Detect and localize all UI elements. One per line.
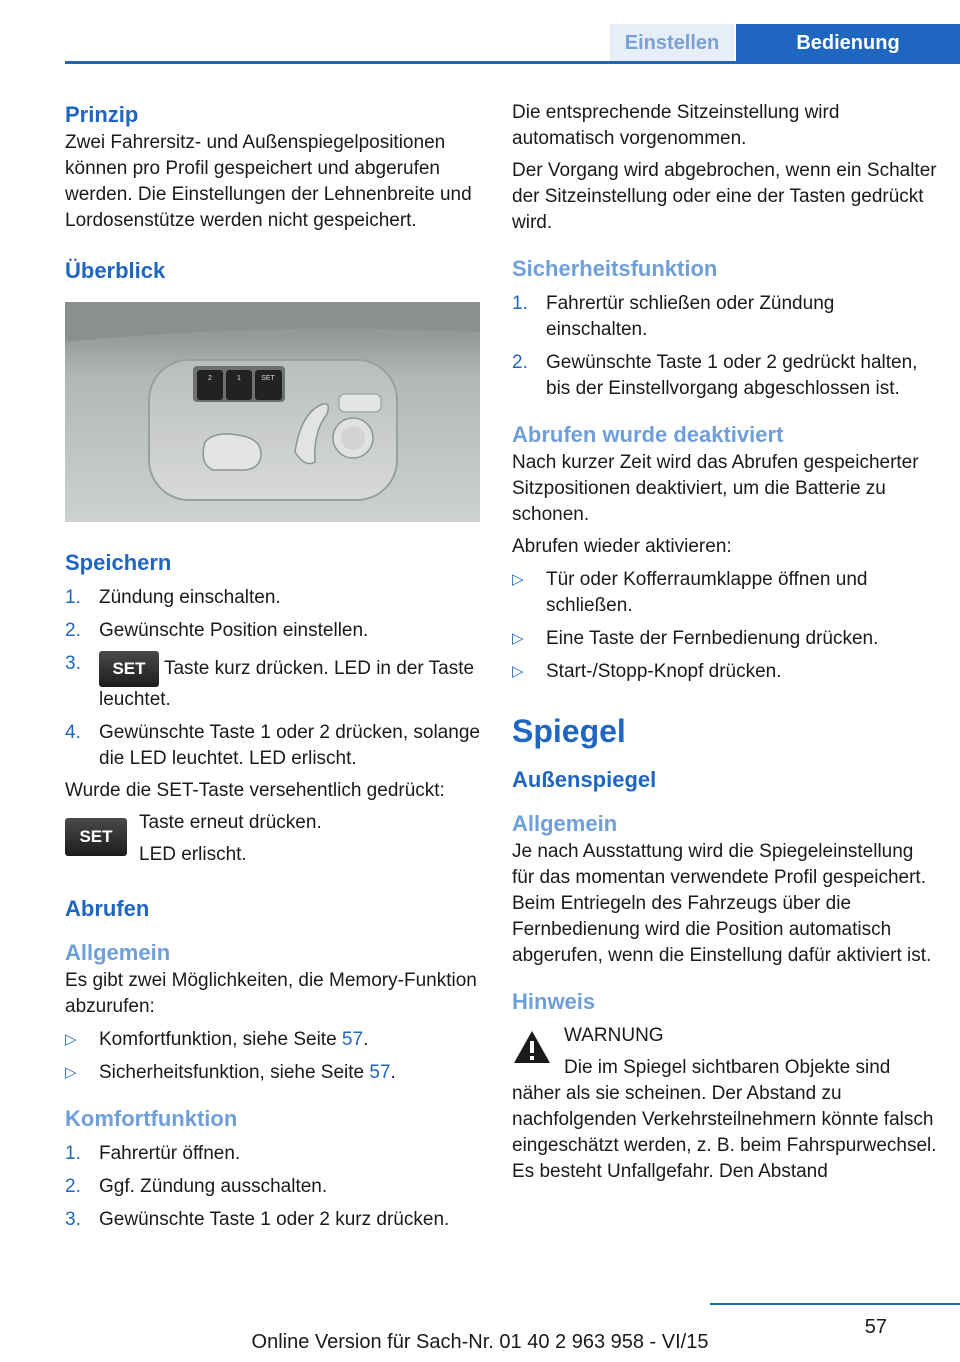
- seat-controls-photo: [65, 302, 480, 522]
- deaktiviert-text: Nach kurzer Zeit wird das Abrufen gespeicherter Sitzpositionen deaktiviert, um die Batterie zu schonen.: [512, 452, 919, 525]
- sicherheit-heading: Sicherheitsfunktion: [512, 256, 718, 281]
- aussenspiegel-heading: Außenspiegel: [512, 767, 657, 792]
- speichern-heading: Speichern: [65, 550, 172, 575]
- warning-block: [512, 1023, 937, 1081]
- komfort-heading: Komfortfunktion: [65, 1106, 238, 1131]
- header-tabs: [610, 24, 960, 62]
- set-button-icon: SET: [99, 651, 159, 687]
- deaktiviert-heading: Abrufen wurde deaktiviert: [512, 422, 784, 447]
- wieder-text: Abrufen wieder aktivieren:: [512, 536, 732, 557]
- page-link[interactable]: 57: [341, 1029, 364, 1050]
- allgemein-text: Es gibt zwei Möglichkeiten, die Memory-Funktion abzurufen:: [65, 970, 477, 1017]
- right-column: [512, 100, 937, 1185]
- komfort-list: [65, 1141, 485, 1233]
- footer-rule: [710, 1303, 960, 1305]
- spiegel-heading: Spiegel: [512, 713, 626, 749]
- warnung-label: WARNUNG: [564, 1025, 664, 1046]
- tab-bedienung[interactable]: Bedienung: [736, 24, 960, 62]
- list-item: 3. SET Taste kurz drücken. LED in der Taste leuchtet.: [65, 653, 475, 710]
- prinzip-heading: Prinzip: [65, 102, 139, 127]
- footer-text: Online Version für Sach-Nr. 01 40 2 963 958 - VI/15: [251, 1331, 709, 1353]
- list-item: ▷ Eine Taste der Fernbedienung drücken.: [512, 628, 879, 649]
- erneut-text: Taste erneut drücken.: [139, 812, 322, 833]
- list-item: ▷ Start-/Stopp-Knopf drücken.: [512, 661, 782, 682]
- allgemein-heading: Allgemein: [65, 940, 171, 965]
- sicherheit-list: [512, 291, 937, 402]
- set-button-icon-large: SET: [65, 818, 127, 856]
- list-item: 1. Fahrertür schließen oder Zündung einschalten.: [512, 293, 835, 340]
- ueberblick-heading: Überblick: [65, 258, 166, 283]
- list-item: ▷ Tür oder Kofferraumklappe öffnen und schließen.: [512, 569, 868, 616]
- aktiv-bullets: [512, 567, 937, 685]
- abbruch-text: Der Vorgang wird abgebrochen, wenn ein Schalter der Sitzeinstellung oder eine der Tasten gedrückt wird.: [512, 160, 937, 233]
- list-item: 2. Gewünschte Taste 1 oder 2 gedrückt halten, bis der Einstellvorgang abgeschlossen ist.: [512, 352, 918, 399]
- list-item: 1. Fahrertür öffnen.: [65, 1143, 241, 1164]
- left-column: [65, 100, 485, 1233]
- list-item: ▷ Sicherheitsfunktion, siehe Seite 57.: [65, 1062, 396, 1083]
- spiegel-allgemein-text: Je nach Ausstattung wird die Spiegeleinstellung für das momentan verwendete Profil gespeichert. Beim Entriegeln des Fahrzeugs über die Fernbedienung wird die Position automatisch abgerufen, wenn die Einstellung dafür aktiviert ist.: [512, 841, 932, 966]
- spiegel-allgemein-heading: Allgemein: [512, 811, 618, 836]
- header-rule: [65, 61, 960, 64]
- abrufen-heading: Abrufen: [65, 896, 150, 921]
- tab-einstellen[interactable]: Einstellen: [610, 24, 734, 62]
- seat-controls-illustration: [65, 302, 480, 522]
- list-item: 2. Gewünschte Position einstellen.: [65, 620, 369, 641]
- auto-text: Die entsprechende Sitzeinstellung wird automatisch vorgenommen.: [512, 102, 840, 149]
- hinweis-heading: Hinweis: [512, 989, 596, 1014]
- photo-button-1: 1: [237, 375, 241, 382]
- photo-button-set: SET: [261, 375, 275, 382]
- list-item: 3. Gewünschte Taste 1 oder 2 kurz drücken.: [65, 1209, 450, 1230]
- set-again-row: [65, 810, 485, 868]
- page-link[interactable]: 57: [369, 1062, 391, 1083]
- erlischt-text: LED erlischt.: [139, 844, 247, 865]
- page-number: 57: [864, 1316, 887, 1338]
- versehentlich-text: Wurde die SET-Taste versehentlich gedrückt:: [65, 780, 445, 801]
- warnung-line1: Die im Spiegel sichtbaren Objekte sind: [564, 1057, 891, 1078]
- abrufen-bullets: [65, 1027, 485, 1086]
- prinzip-text: Zwei Fahrersitz- und Außenspiegelpositionen können pro Profil gespeichert und abgerufen werden. Die Einstellungen der Lehnenbreite und Lordosenstütze werden nicht gespeichert.: [65, 132, 472, 231]
- warnung-rest: näher als sie scheinen. Der Abstand zu nachfolgenden Verkehrsteilnehmern könnte falsch eingeschätzt werden, z. B. beim Fahrspurwechsel. Es besteht Unfallgefahr. Den Abstand: [512, 1083, 937, 1182]
- list-item: ▷ Komfortfunktion, siehe Seite 57.: [65, 1029, 369, 1050]
- list-item: 2. Ggf. Zündung ausschalten.: [65, 1176, 328, 1197]
- warning-triangle-icon: [512, 1029, 552, 1065]
- speichern-list: [65, 585, 485, 772]
- list-item: 1. Zündung einschalten.: [65, 587, 281, 608]
- list-item: 4. Gewünschte Taste 1 oder 2 drücken, solange die LED leuchtet. LED erlischt.: [65, 722, 480, 769]
- photo-button-2: 2: [208, 375, 212, 382]
